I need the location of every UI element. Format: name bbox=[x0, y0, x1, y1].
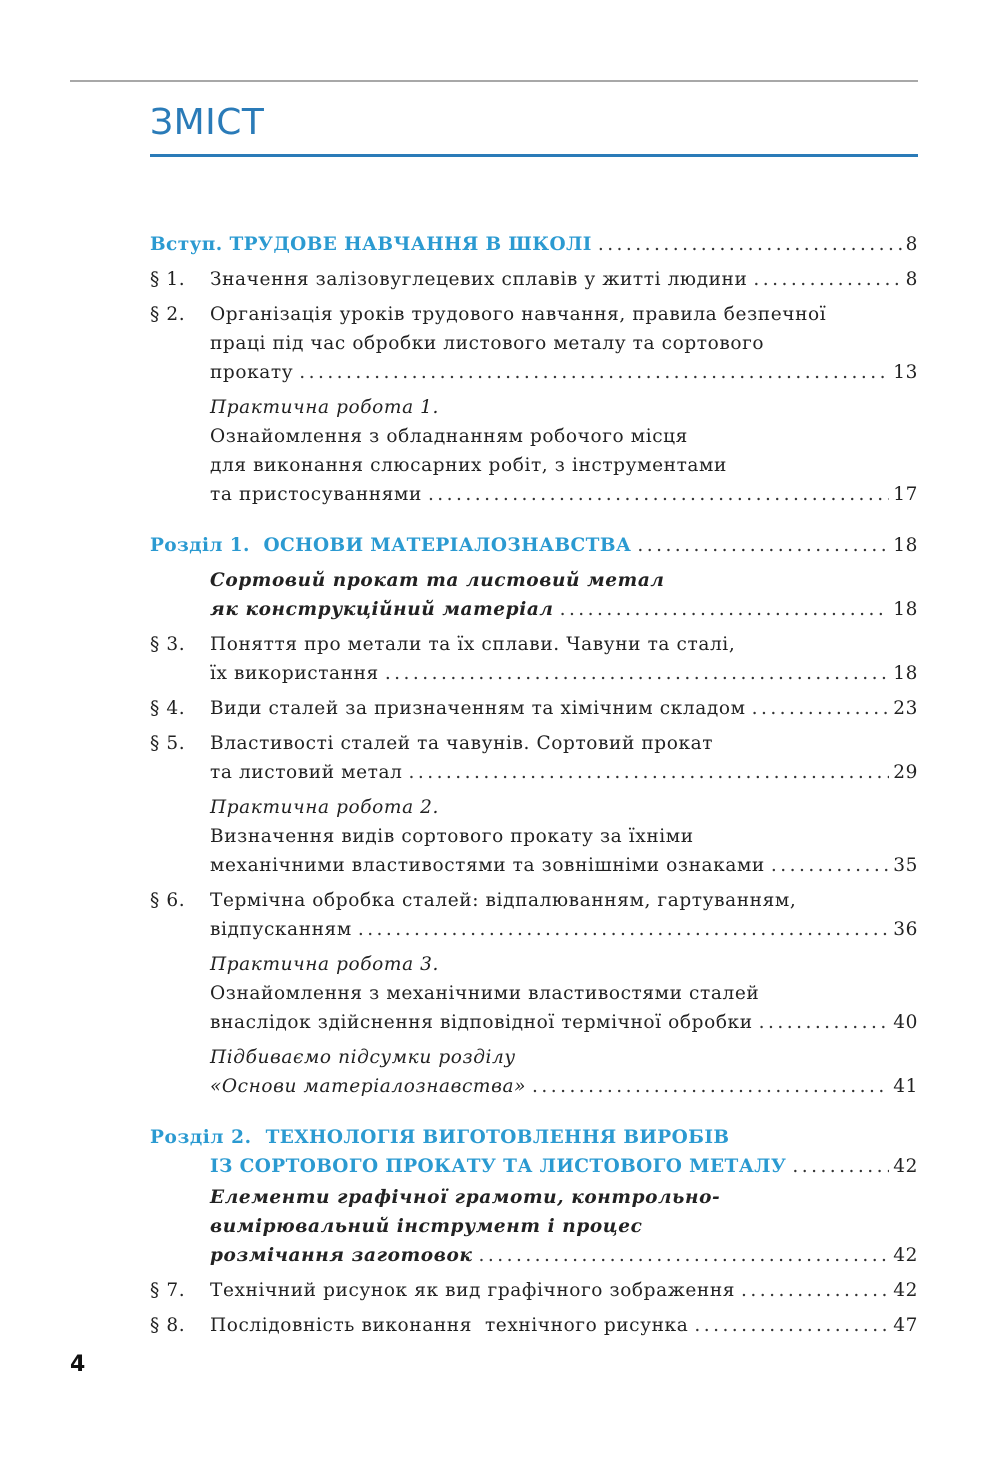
entry-title: Види сталей за призначенням та хімічним складом bbox=[210, 698, 746, 719]
entry-title-line: Сортовий прокат та листовий метал bbox=[210, 570, 665, 591]
leader-dots bbox=[637, 531, 889, 560]
entry-title-line: вимірювальний інструмент і процес bbox=[210, 1216, 643, 1237]
leader-dots bbox=[479, 1241, 890, 1270]
leader-dots bbox=[560, 595, 890, 624]
paragraph-number: § 6. bbox=[150, 890, 186, 911]
toc-entry-practical-1[interactable] bbox=[150, 393, 918, 509]
toc-entry-practical-3[interactable] bbox=[150, 950, 918, 1037]
leader-dots bbox=[771, 851, 889, 880]
entry-title-line: прокату bbox=[210, 362, 294, 383]
entry-title-line: розмічання заготовок bbox=[210, 1245, 473, 1266]
leader-dots bbox=[694, 1311, 889, 1340]
page-ref: 18 bbox=[893, 599, 918, 620]
entry-title-line: Елементи графічної грамоти, контрольно- bbox=[210, 1187, 721, 1208]
paragraph-number: § 7. bbox=[150, 1280, 186, 1301]
page-ref: 42 bbox=[893, 1245, 918, 1266]
toc-entry-p1[interactable] bbox=[150, 265, 918, 294]
entry-title-line: праці під час обробки листового металу та сортового bbox=[210, 333, 765, 354]
page-ref: 41 bbox=[893, 1076, 918, 1097]
entry-title-line: їх використання bbox=[210, 663, 379, 684]
toc-entry-p4[interactable] bbox=[150, 694, 918, 723]
toc-section-1[interactable] bbox=[150, 531, 918, 560]
leader-dots bbox=[408, 758, 889, 787]
toc-entry-p5[interactable] bbox=[150, 729, 918, 787]
entry-title-line: внаслідок здійснення відповідної термічної обробки bbox=[210, 1012, 753, 1033]
toc-entry-p8[interactable] bbox=[150, 1311, 918, 1340]
entry-title-line: Термічна обробка сталей: відпалюванням, гартуванням, bbox=[210, 890, 797, 911]
page-ref: 40 bbox=[893, 1012, 918, 1033]
entry-title-line: Поняття про метали та їх сплави. Чавуни та сталі, bbox=[210, 634, 736, 655]
paragraph-number: § 1. bbox=[150, 269, 186, 290]
leader-dots bbox=[792, 1152, 889, 1181]
entry-title-line: Властивості сталей та чавунів. Сортовий прокат bbox=[210, 733, 714, 754]
page-ref: 42 bbox=[893, 1280, 918, 1301]
entry-title-line: «Основи матеріалознавства» bbox=[210, 1076, 526, 1097]
paragraph-number: § 8. bbox=[150, 1315, 186, 1336]
entry-title-line: Ознайомлення з обладнанням робочого місця bbox=[210, 426, 688, 447]
entry-title: Технічний рисунок як вид графічного зображення bbox=[210, 1280, 736, 1301]
entry-title-line: Підбиваємо підсумки розділу bbox=[210, 1047, 516, 1068]
leader-dots bbox=[532, 1072, 889, 1101]
toc-entry-summary[interactable] bbox=[150, 1043, 918, 1101]
toc-entry-p2[interactable] bbox=[150, 300, 918, 387]
paragraph-number: § 3. bbox=[150, 634, 186, 655]
page-ref: 13 bbox=[893, 362, 918, 383]
entry-title: Значення залізовуглецевих сплавів у житті людини bbox=[210, 269, 748, 290]
toc-entry-p3[interactable] bbox=[150, 630, 918, 688]
entry-title-line: як конструкційний матеріал bbox=[210, 599, 554, 620]
top-divider bbox=[70, 80, 918, 82]
leader-dots bbox=[385, 659, 889, 688]
entry-title-line: механічними властивостями та зовнішніми ознаками bbox=[210, 855, 765, 876]
toc-entry-practical-2[interactable] bbox=[150, 793, 918, 880]
page-ref: 17 bbox=[893, 484, 918, 505]
entry-title-line: для виконання слюсарних робіт, з інструментами bbox=[210, 455, 727, 476]
page-ref: 8 bbox=[905, 269, 918, 290]
entry-title-line: Ознайомлення з механічними властивостями сталей bbox=[210, 983, 760, 1004]
intro-title: ТРУДОВЕ НАВЧАННЯ В ШКОЛІ bbox=[229, 234, 592, 255]
paragraph-number: § 2. bbox=[150, 304, 186, 325]
entry-title-line: та пристосуваннями bbox=[210, 484, 422, 505]
title-underline bbox=[150, 154, 918, 157]
leader-dots bbox=[753, 265, 901, 294]
leader-dots bbox=[752, 694, 890, 723]
toc-section-2[interactable] bbox=[150, 1123, 918, 1181]
page-title: ЗМІСТ bbox=[150, 102, 265, 143]
toc-entry-section-1-subtopic[interactable] bbox=[150, 566, 918, 624]
intro-label: Вступ. bbox=[150, 234, 223, 255]
section-title-line: ІЗ СОРТОВОГО ПРОКАТУ ТА ЛИСТОВОГО МЕТАЛУ bbox=[210, 1156, 787, 1177]
page-ref: 42 bbox=[893, 1156, 918, 1177]
page-number: 4 bbox=[70, 1352, 86, 1377]
leader-dots bbox=[358, 915, 889, 944]
section-title-line: ТЕХНОЛОГІЯ ВИГОТОВЛЕННЯ ВИРОБІВ bbox=[265, 1127, 730, 1148]
practical-label: Практична робота 3. bbox=[210, 954, 440, 975]
leader-dots bbox=[741, 1276, 889, 1305]
leader-dots bbox=[299, 358, 889, 387]
toc-entry-p7[interactable] bbox=[150, 1276, 918, 1305]
page-ref: 47 bbox=[893, 1315, 918, 1336]
leader-dots bbox=[759, 1008, 890, 1037]
toc-entry-intro[interactable] bbox=[150, 230, 918, 259]
entry-title-line: відпусканням bbox=[210, 919, 352, 940]
section-title: ОСНОВИ МАТЕРІАЛОЗНАВСТВА bbox=[263, 535, 632, 556]
entry-title: Послідовність виконання технічного рисунка bbox=[210, 1315, 689, 1336]
practical-label: Практична робота 2. bbox=[210, 797, 440, 818]
table-of-contents bbox=[150, 230, 918, 1340]
entry-title-line: Визначення видів сортового прокату за їхніми bbox=[210, 826, 694, 847]
toc-entry-p6[interactable] bbox=[150, 886, 918, 944]
page-ref: 18 bbox=[893, 535, 918, 556]
paragraph-number: § 4. bbox=[150, 698, 186, 719]
entry-title-line: та листовий метал bbox=[210, 762, 403, 783]
section-label: Розділ 2. bbox=[150, 1127, 252, 1148]
toc-entry-section-2-subtopic[interactable] bbox=[150, 1183, 918, 1270]
page-ref: 18 bbox=[893, 663, 918, 684]
page-ref: 23 bbox=[893, 698, 918, 719]
section-label: Розділ 1. bbox=[150, 535, 250, 556]
page-ref: 8 bbox=[905, 234, 918, 255]
leader-dots bbox=[428, 480, 889, 509]
paragraph-number: § 5. bbox=[150, 733, 186, 754]
page-ref: 35 bbox=[893, 855, 918, 876]
page-ref: 29 bbox=[893, 762, 918, 783]
leader-dots bbox=[598, 230, 902, 259]
practical-label: Практична робота 1. bbox=[210, 397, 440, 418]
page-ref: 36 bbox=[893, 919, 918, 940]
entry-title-line: Організація уроків трудового навчання, правила безпечної bbox=[210, 304, 827, 325]
